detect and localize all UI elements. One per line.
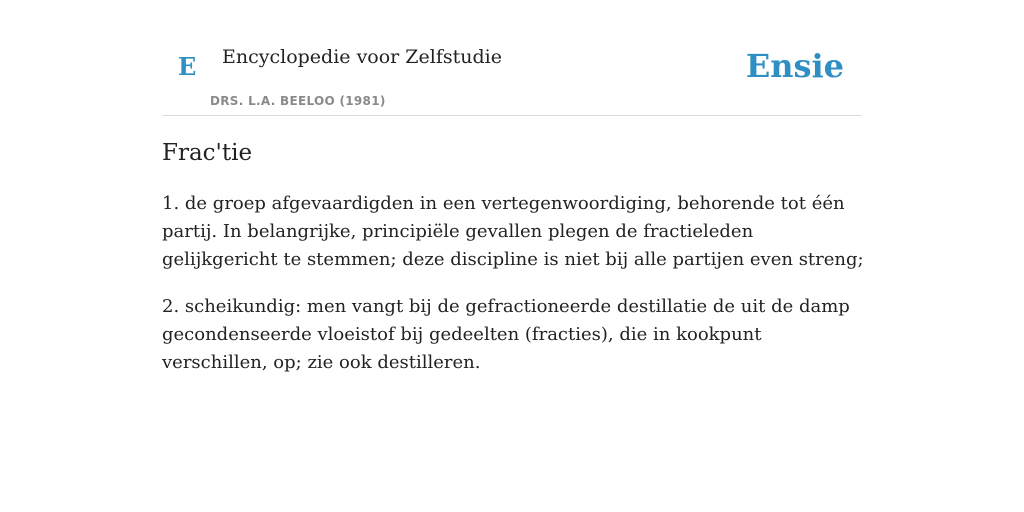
author-byline: DRS. L.A. BEELOO (1981)	[210, 94, 386, 108]
entry-title: Frac'tie	[162, 140, 253, 166]
definition-1: 1. de groep afgevaardigden in een vertegenwoordiging, behorende tot één partij. In belangrijke, principiële gevallen plegen de fractieleden gelijkgericht te stemmen; deze discipline is niet bij alle partijen even streng;	[162, 192, 864, 270]
site-title[interactable]: Encyclopedie voor Zelfstudie	[222, 46, 502, 68]
entry	[162, 140, 867, 396]
header	[162, 0, 862, 116]
definition-2: 2. scheikundig: men vangt bij de gefractioneerde destillatie de uit de damp gecondenseerde vloeistof bij gedeelten (fracties), die in kookpunt verschillen, op; zie ook destilleren.	[162, 295, 850, 373]
logo-icon[interactable]: E	[178, 52, 197, 81]
brand-logo[interactable]: Ensie	[745, 47, 844, 85]
